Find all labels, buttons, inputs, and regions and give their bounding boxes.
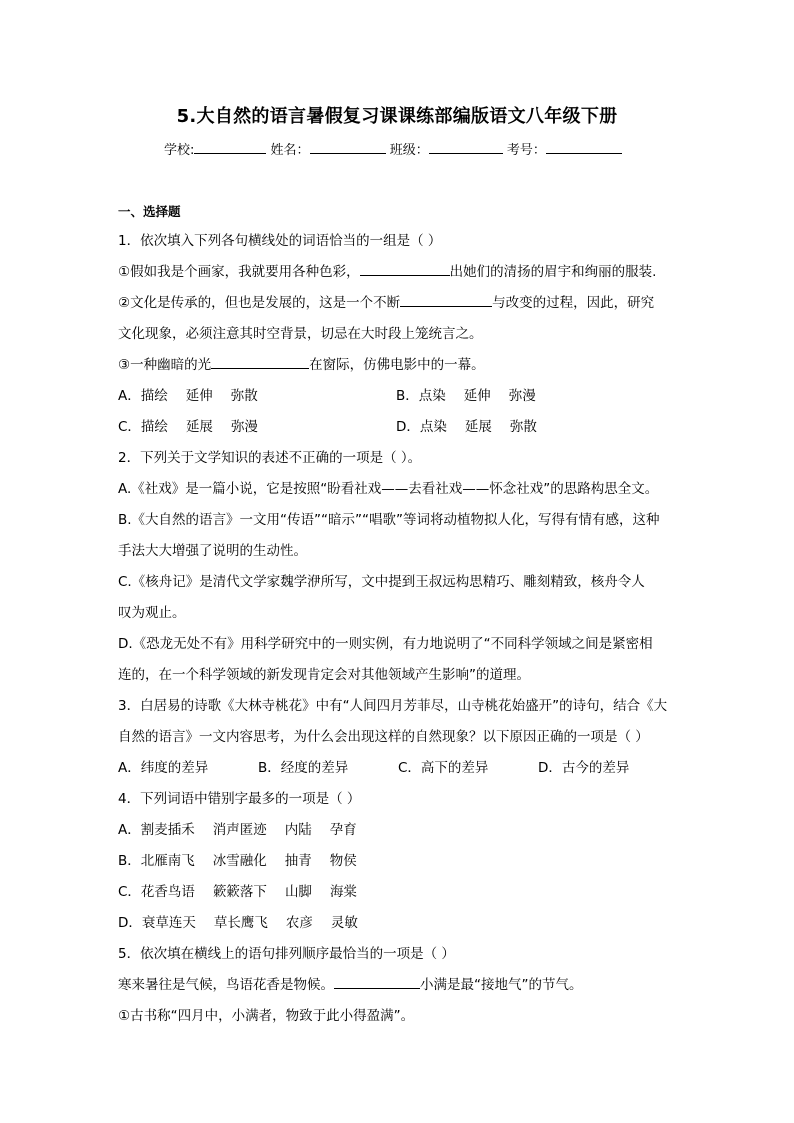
exam-number-label: 考号：	[506, 143, 546, 158]
q4-option-a-word-4: 孕育	[329, 822, 357, 838]
q4-option-a[interactable]	[118, 815, 680, 846]
q1-option-d-word-1: D．点染	[396, 419, 447, 435]
q5-text-b: 小满是最“接地气”的节气。	[420, 977, 583, 993]
q1-option-a-word-1: A．描绘	[118, 388, 168, 404]
q1-s3-text-a: ③一种幽暗的光	[118, 357, 212, 373]
name-blank[interactable]	[310, 140, 386, 154]
q4-option-d-word-2: 草长鹰飞	[213, 915, 268, 931]
q1-sentence-2-cont: 文化现象，必须注意其时空背景，切忌在大时段上笼统言之。	[118, 326, 483, 342]
q4-option-c-word-3: 山脚	[284, 884, 312, 900]
q1-option-b-word-1: B．点染	[396, 388, 446, 404]
q1-option-d[interactable]	[396, 412, 674, 443]
q4-option-b-word-3: 抽青	[284, 853, 312, 869]
q1-option-c-word-1: C．描绘	[118, 419, 168, 435]
q1-option-d-word-3: 弥散	[509, 419, 537, 435]
q1-options-row-2	[118, 412, 680, 443]
q4-option-c-word-2: 簌簌落下	[212, 884, 267, 900]
q1-option-d-word-2: 延展	[464, 419, 492, 435]
q4-option-a-word-1: A．割麦插禾	[118, 822, 195, 838]
q1-blank-1[interactable]	[360, 261, 450, 276]
q4-option-b-word-2: 冰雪融化	[212, 853, 267, 869]
q2-option-a[interactable]: A.《社戏》是一篇小说，它是按照“盼看社戏——去看社戏——怀念社戏”的思路构思全文。	[118, 481, 659, 497]
q3-stem-line-1: 3．白居易的诗歌《大林寺桃花》中有“人间四月芳菲尽，山寺桃花始盛开”的诗句，结合《大	[118, 698, 668, 714]
q3-option-d[interactable]: D．古今的差异	[538, 760, 630, 776]
questions-body	[118, 198, 680, 1032]
name-label: 姓名：	[270, 143, 310, 158]
q1-option-c[interactable]	[118, 412, 396, 443]
q4-option-d-word-3: 农彦	[285, 915, 313, 931]
q5-passage-line-2: ①古书称“四月中，小满者，物致于此小得盈满”。	[118, 1008, 415, 1024]
q1-option-c-word-3: 弥漫	[230, 419, 258, 435]
q4-option-d[interactable]	[118, 908, 680, 939]
q3-stem-line-2: 自然的语言》一文内容思考，为什么会出现这样的自然现象？以下原因正确的一项是（ ）	[118, 729, 649, 745]
q4-option-c-word-1: C．花香鸟语	[118, 884, 195, 900]
q1-s3-text-b: 在窗际，仿佛电影中的一幕。	[309, 357, 485, 373]
q1-s1-text-b: 出她们的清扬的眉宇和绚丽的服装.	[449, 264, 657, 280]
q2-option-d-line-1[interactable]: D.《恐龙无处不有》用科学研究中的一则实例，有力地说明了“不同科学领域之间是紧密相	[118, 636, 653, 652]
q2-option-c-line-2: 叹为观止。	[118, 605, 186, 621]
document-title: 5.大自然的语言暑假复习课课练部编版语文八年级下册	[176, 106, 618, 127]
q4-option-b[interactable]	[118, 846, 680, 877]
q4-option-a-word-2: 消声匿迹	[212, 822, 267, 838]
q5-stem: 5．依次填在横线上的语句排列顺序最恰当的一项是（ ）	[118, 946, 455, 962]
q3-options-row	[118, 753, 680, 784]
q4-option-b-word-1: B．北雁南飞	[118, 853, 195, 869]
q2-option-c-line-1[interactable]: C.《核舟记》是清代文学家魏学洢所写，文中提到王叔远构思精巧、雕刻精致，核舟令人	[118, 574, 645, 590]
q1-option-b-word-2: 延伸	[463, 388, 491, 404]
class-blank[interactable]	[429, 140, 503, 154]
school-label: 学校:	[164, 143, 195, 158]
q1-option-a-word-3: 弥散	[230, 388, 258, 404]
class-label: 班级：	[389, 143, 429, 158]
q1-option-a[interactable]	[118, 381, 396, 412]
q4-stem: 4．下列词语中错别字最多的一项是（ ）	[118, 791, 361, 807]
q1-option-a-word-2: 延伸	[185, 388, 213, 404]
exam-number-blank[interactable]	[546, 140, 622, 154]
school-blank[interactable]	[194, 140, 266, 154]
q2-option-b-line-1[interactable]: B.《大自然的语言》一文用“传语”“暗示”“唱歌”等词将动植物拟人化，写得有情有感，这种	[118, 512, 660, 528]
q4-option-a-word-3: 内陆	[284, 822, 312, 838]
q1-s2-text-b: 与改变的过程，因此，研究	[492, 295, 655, 311]
q5-passage-line-1	[118, 970, 680, 1001]
q4-option-d-word-4: 灵敏	[330, 915, 358, 931]
q2-stem: 2．下列关于文学知识的表述不正确的一项是（ ）。	[118, 450, 422, 466]
q1-s2-text-a: ②文化是传承的，但也是发展的，这是一个不断	[118, 295, 401, 311]
q4-option-b-word-4: 物侯	[329, 853, 357, 869]
q4-option-d-word-1: D．衰草连天	[118, 915, 196, 931]
q3-option-c[interactable]: C．高下的差异	[398, 760, 489, 776]
q1-option-b-word-3: 弥漫	[508, 388, 536, 404]
q3-option-a[interactable]: A．纬度的差异	[118, 760, 209, 776]
q1-blank-2[interactable]	[400, 292, 492, 307]
q1-options-row-1	[118, 381, 680, 412]
q1-option-c-word-2: 延展	[185, 419, 213, 435]
q3-option-b[interactable]: B．经度的差异	[258, 760, 349, 776]
section-heading: 一、选择题	[118, 204, 181, 219]
q5-text-a: 寒来暑往是气候，鸟语花香是物候。	[118, 977, 334, 993]
q2-option-d-line-2: 连的，在一个科学领域的新发现肯定会对其他领域产生影响”的道理。	[118, 667, 530, 683]
q4-option-c[interactable]	[118, 877, 680, 908]
q1-option-b[interactable]	[396, 381, 674, 412]
q5-blank[interactable]	[334, 974, 420, 989]
q1-stem: 1．依次填入下列各句横线处的词语恰当的一组是（ ）	[118, 233, 442, 249]
q1-blank-3[interactable]	[211, 354, 309, 369]
q1-s1-text-a: ①假如我是个画家，我就要用各种色彩，	[118, 264, 360, 280]
q1-sentence-1	[118, 257, 680, 288]
q1-sentence-3	[118, 350, 680, 381]
q1-sentence-2	[118, 288, 680, 319]
q2-option-b-line-2: 手法大大增强了说明的生动性。	[118, 543, 307, 559]
q4-option-c-word-4: 海棠	[329, 884, 357, 900]
student-info-line	[164, 140, 622, 160]
